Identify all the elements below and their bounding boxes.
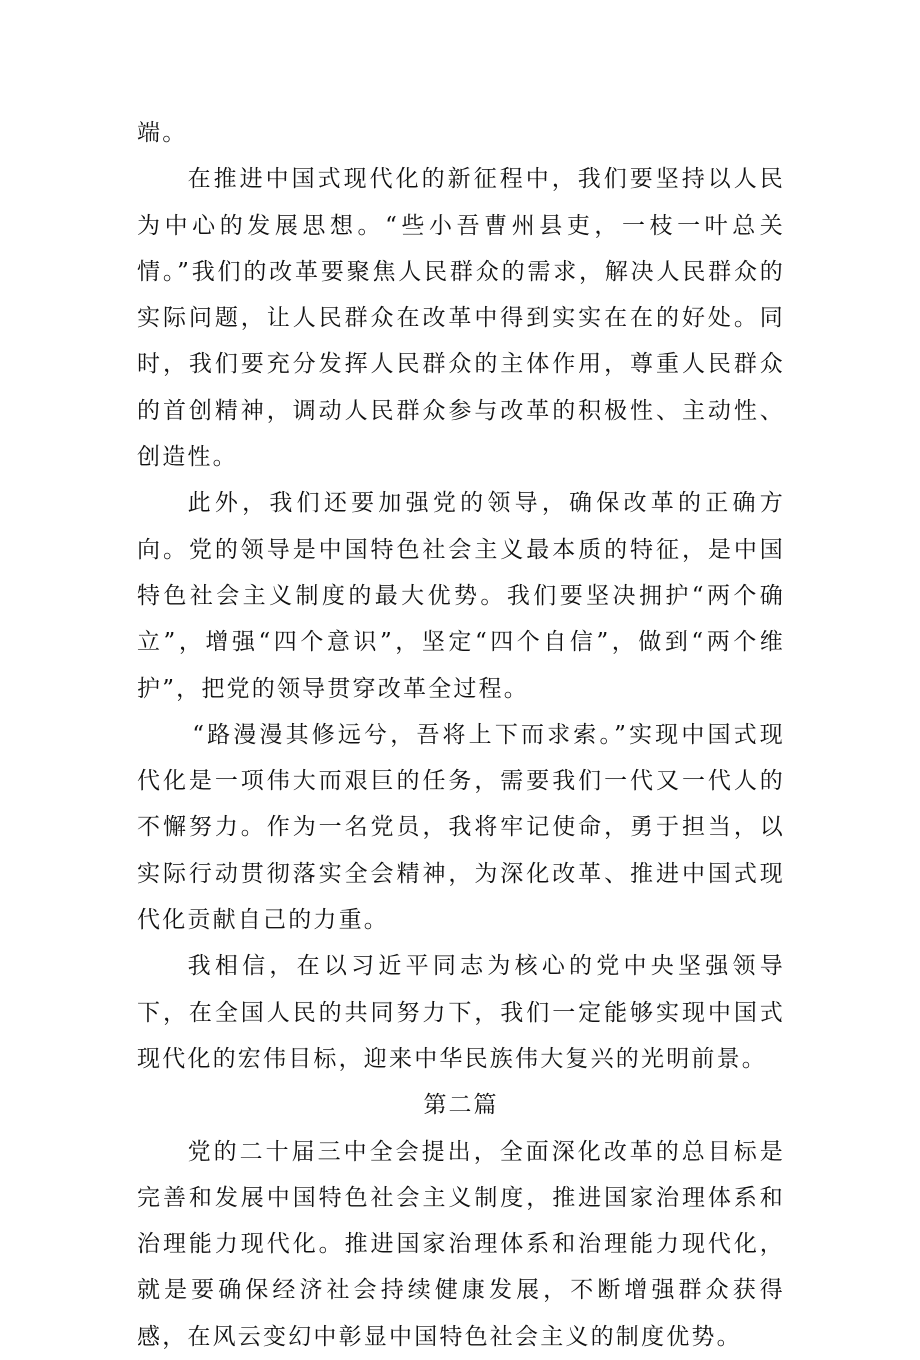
paragraph-second-section: 党的二十届三中全会提出，全面深化改革的总目标是完善和发展中国特色社会主义制度，推进国家治理体系和治理能力现代化。推进国家治理体系和治理能力现代化，就是要确保经济社会持续健康发展，不断增强群众获得感，在风云变幻中彰显中国特色社会主义的制度优势。 [137, 1138, 785, 1350]
paragraph-people-centered: 在推进中国式现代化的新征程中，我们要坚持以人民为中心的发展思想。“些小吾曹州县吏，一枝一叶总关情。”我们的改革要聚焦人民群众的需求，解决人民群众的实际问题，让人民群众在改革中得到实实在在的好处。同时，我们要充分发挥人民群众的主体作用，尊重人民群众的首创精神，调动人民群众参与改革的积极性、主动性、创造性。 [137, 166, 785, 471]
document-body [137, 110, 785, 1360]
section-title: 第二篇 [423, 1092, 499, 1119]
paragraph-conclusion: 我相信，在以习近平同志为核心的党中央坚强领导下，在全国人民的共同努力下，我们一定能够实现中国式现代化的宏伟目标，迎来中华民族伟大复兴的光明前景。 [137, 953, 785, 1072]
paragraph-party-leadership: 此外，我们还要加强党的领导，确保改革的正确方向。党的领导是中国特色社会主义最本质的特征，是中国特色社会主义制度的最大优势。我们要坚决拥护“两个确立”，增强“四个意识”，坚定“四个自信”，做到“两个维护”，把党的领导贯穿改革全过程。 [137, 490, 785, 702]
paragraph-continuation: 端。 [137, 120, 188, 146]
paragraph-quote-mission: “路漫漫其修远兮，吾将上下而求索。”实现中国式现代化是一项伟大而艰巨的任务，需要我们一代又一代人的不懈努力。作为一名党员，我将牢记使命，勇于担当，以实际行动贯彻落实全会精神，为深化改革、推进中国式现代化贡献自己的力重。 [137, 721, 785, 934]
